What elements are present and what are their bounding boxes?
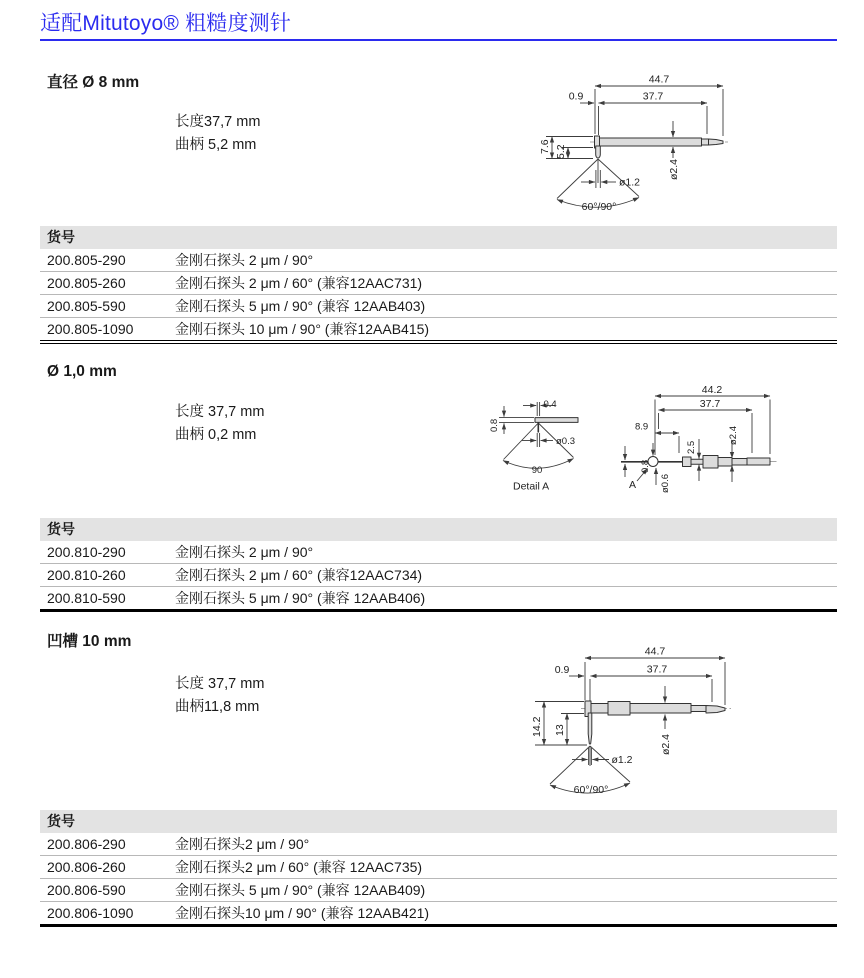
probe-tail bbox=[709, 139, 724, 145]
parts-table-groove10 bbox=[40, 810, 837, 927]
table-row bbox=[40, 901, 837, 924]
section-specs bbox=[175, 673, 264, 719]
description: 金刚石探头 10 μm / 90° (兼容12AAB415) bbox=[175, 321, 430, 337]
dim-collar-dia: 2.5 bbox=[686, 440, 697, 454]
probe-shaft bbox=[591, 704, 691, 714]
sku: 200.806-590 bbox=[47, 882, 126, 898]
probe-shaft bbox=[600, 138, 702, 146]
sku: 200.806-1090 bbox=[47, 905, 134, 921]
dim-height: 7.6 bbox=[539, 139, 551, 154]
table-header: 货号 bbox=[40, 810, 837, 833]
dim-length: 37.7 bbox=[642, 90, 664, 103]
dim-detail-arm-thickness: 0.8 bbox=[489, 418, 500, 432]
technical-drawing-groove10 bbox=[505, 643, 785, 815]
dim-offset: 0.9 bbox=[554, 664, 570, 676]
table-row bbox=[40, 563, 837, 586]
dim-crank: 5.2 bbox=[555, 144, 567, 159]
dimension-lines bbox=[546, 86, 723, 207]
spec-length: 长度37,7 mm bbox=[175, 114, 261, 130]
description: 金刚石探头 5 μm / 90° (兼容 12AAB406) bbox=[175, 590, 426, 606]
sku: 200.806-290 bbox=[47, 836, 126, 852]
dim-length: 37.7 bbox=[699, 398, 721, 410]
table-row bbox=[40, 249, 837, 271]
dim-arm-thickness: 0.8 bbox=[640, 459, 651, 473]
detail-ref-label: A bbox=[629, 479, 637, 491]
table-row bbox=[40, 586, 837, 609]
description: 金刚石探头 2 μm / 90° bbox=[175, 544, 314, 560]
dim-height: 14.2 bbox=[531, 716, 543, 737]
probe-tail bbox=[706, 706, 725, 714]
table-row bbox=[40, 833, 837, 855]
dim-total: 44.7 bbox=[648, 73, 670, 86]
section-specs bbox=[175, 401, 264, 447]
probe-needle bbox=[588, 713, 592, 744]
sku: 200.805-590 bbox=[47, 298, 126, 314]
spec-crank: 曲柄 5,2 mm bbox=[175, 137, 257, 153]
description: 金刚石探头2 μm / 90° bbox=[175, 836, 310, 852]
spec-length: 长度 37,7 mm bbox=[175, 676, 265, 692]
description: 金刚石探头 2 μm / 60° (兼容12AAC731) bbox=[175, 275, 423, 291]
technical-drawing-dia1 bbox=[485, 383, 790, 501]
section-heading-groove10: 凹槽 10 mm bbox=[47, 633, 132, 650]
spec-crank: 曲柄11,8 mm bbox=[175, 699, 260, 715]
dim-tip-dia: ø1.2 bbox=[619, 176, 641, 189]
parts-table-dia1 bbox=[40, 518, 837, 612]
table-header: 货号 bbox=[40, 226, 837, 249]
table-row bbox=[40, 271, 837, 294]
spec-length: 长度 37,7 mm bbox=[175, 404, 265, 420]
dim-detail-tip-width: 0.4 bbox=[543, 399, 557, 410]
probe-needle bbox=[596, 146, 601, 158]
page-title: 适配Mitutoyo® 粗糙度测针 bbox=[40, 12, 292, 35]
dim-offset: 0.9 bbox=[568, 90, 584, 103]
dim-front-length: 8.9 bbox=[635, 421, 649, 433]
sku: 200.805-1090 bbox=[47, 321, 134, 337]
dim-angle: 60°/90° bbox=[573, 784, 609, 796]
description: 金刚石探头10 μm / 90° (兼容 12AAB421) bbox=[175, 905, 430, 921]
description: 金刚石探头 2 μm / 90° bbox=[175, 252, 314, 268]
table-row bbox=[40, 317, 837, 340]
technical-drawing-dia8 bbox=[520, 70, 780, 222]
dim-crank: 13 bbox=[554, 724, 566, 736]
table-row bbox=[40, 294, 837, 317]
sku: 200.805-290 bbox=[47, 252, 126, 268]
detail-label: Detail A bbox=[513, 480, 550, 493]
dim-angle: 60°/90° bbox=[581, 201, 617, 213]
dim-tip-dia: ø1.2 bbox=[611, 754, 633, 766]
section-heading-dia1: Ø 1,0 mm bbox=[47, 363, 117, 380]
probe-body bbox=[585, 701, 725, 744]
table-row bbox=[40, 855, 837, 878]
sku: 200.806-260 bbox=[47, 859, 126, 875]
dim-ball-dia: ø0.6 bbox=[660, 473, 671, 493]
sku: 200.810-260 bbox=[47, 567, 126, 583]
spec-crank: 曲柄 0,2 mm bbox=[175, 427, 257, 443]
table-header: 货号 bbox=[40, 518, 837, 541]
dim-length: 37.7 bbox=[646, 663, 668, 676]
dim-detail-angle: 90 bbox=[531, 465, 543, 476]
section-specs bbox=[175, 111, 260, 157]
description: 金刚石探头 2 μm / 60° (兼容12AAC734) bbox=[175, 567, 423, 583]
probe-block bbox=[608, 702, 630, 716]
section-heading-dia8: 直径 Ø 8 mm bbox=[47, 74, 140, 91]
description: 金刚石探头 5 μm / 90° (兼容 12AAB409) bbox=[175, 882, 426, 898]
parts-table-dia8 bbox=[40, 226, 837, 344]
description: 金刚石探头 5 μm / 90° (兼容 12AAB403) bbox=[175, 298, 426, 314]
dim-total: 44.7 bbox=[644, 645, 666, 658]
sku: 200.810-590 bbox=[47, 590, 126, 606]
detail-arm bbox=[535, 418, 578, 423]
sku: 200.810-290 bbox=[47, 544, 126, 560]
probe-tail bbox=[747, 458, 770, 465]
dim-total: 44.2 bbox=[701, 384, 723, 396]
dim-detail-tip-dia: ø0.3 bbox=[556, 436, 576, 447]
dim-shaft-dia: ø2.4 bbox=[668, 158, 680, 180]
dim-shaft-dia: ø2.4 bbox=[728, 425, 739, 445]
title-rule bbox=[40, 39, 837, 41]
table-row bbox=[40, 541, 837, 563]
dim-shaft-dia: ø2.4 bbox=[660, 733, 672, 755]
table-row bbox=[40, 878, 837, 901]
sku: 200.805-260 bbox=[47, 275, 126, 291]
description: 金刚石探头2 μm / 60° (兼容 12AAC735) bbox=[175, 859, 423, 875]
probe-body bbox=[595, 136, 724, 158]
